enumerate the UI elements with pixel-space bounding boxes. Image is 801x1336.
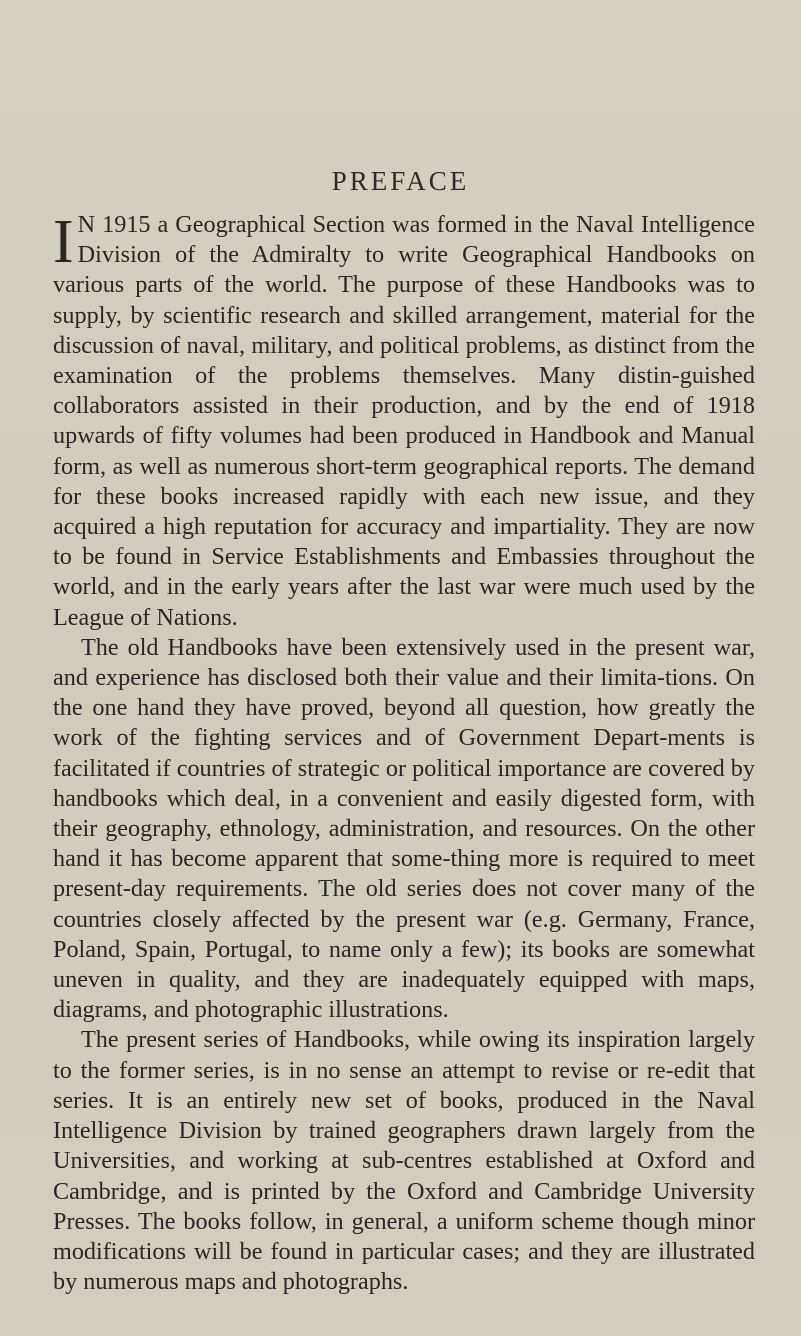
paragraph-2: The old Handbooks have been extensively used in the present war, and experience has disclosed both their value and their limita-tions. On the one hand they have proved, beyond all question, how greatly the work of the fighting services and of Government Depart-ments is facilitated if countries of strategic or political importance are covered by handbooks which deal, in a convenient and easily digested form, with their geography, ethnology, administration, and resources. On the other hand it has become apparent that some-thing more is required to meet present-day requirements. The old series does not cover many of the countries closely affected by the present war (e.g. Germany, France, Poland, Spain, Portugal, to name only a few); its books are somewhat uneven in quality, and they are inadequately equipped with maps, diagrams, and photographic illustrations. <box>53 633 755 1024</box>
paragraph-1 <box>53 210 755 633</box>
preface-body <box>53 210 755 1297</box>
drop-cap-letter: I <box>53 208 74 276</box>
paragraph-1-text: N 1915 a Geographical Section was formed in the Naval Intelligence Division of the Admiralty to write Geographical Handbooks on various parts of the world. The purpose of these Handbooks was to supply, by scientific research and skilled arrangement, material for the discussion of naval, military, and political problems, as distinct from the examination of the problems themselves. Many distin-guished collaborators assisted in their production, and by the end of 1918 upwards of fifty volumes had been produced in Handbook and Manual form, as well as numerous short-term geographical reports. The demand for these books increased rapidly with each new issue, and they acquired a high reputation for accuracy and impartiality. They are now to be found in Service Establishments and Embassies throughout the world, and in the early years after the last war were much used by the League of Nations. <box>53 211 755 631</box>
page-title: PREFACE <box>331 166 470 196</box>
paragraph-3: The present series of Handbooks, while owing its inspiration largely to the former series, is in no sense an attempt to revise or re-edit that series. It is an entirely new set of books, produced in the Naval Intelligence Division by trained geographers drawn largely from the Universities, and working at sub-centres established at Oxford and Cambridge, and is printed by the Oxford and Cambridge University Presses. The books follow, in general, a uniform scheme though minor modifications will be found in particular cases; and they are illustrated by numerous maps and photographs. <box>53 1026 755 1296</box>
